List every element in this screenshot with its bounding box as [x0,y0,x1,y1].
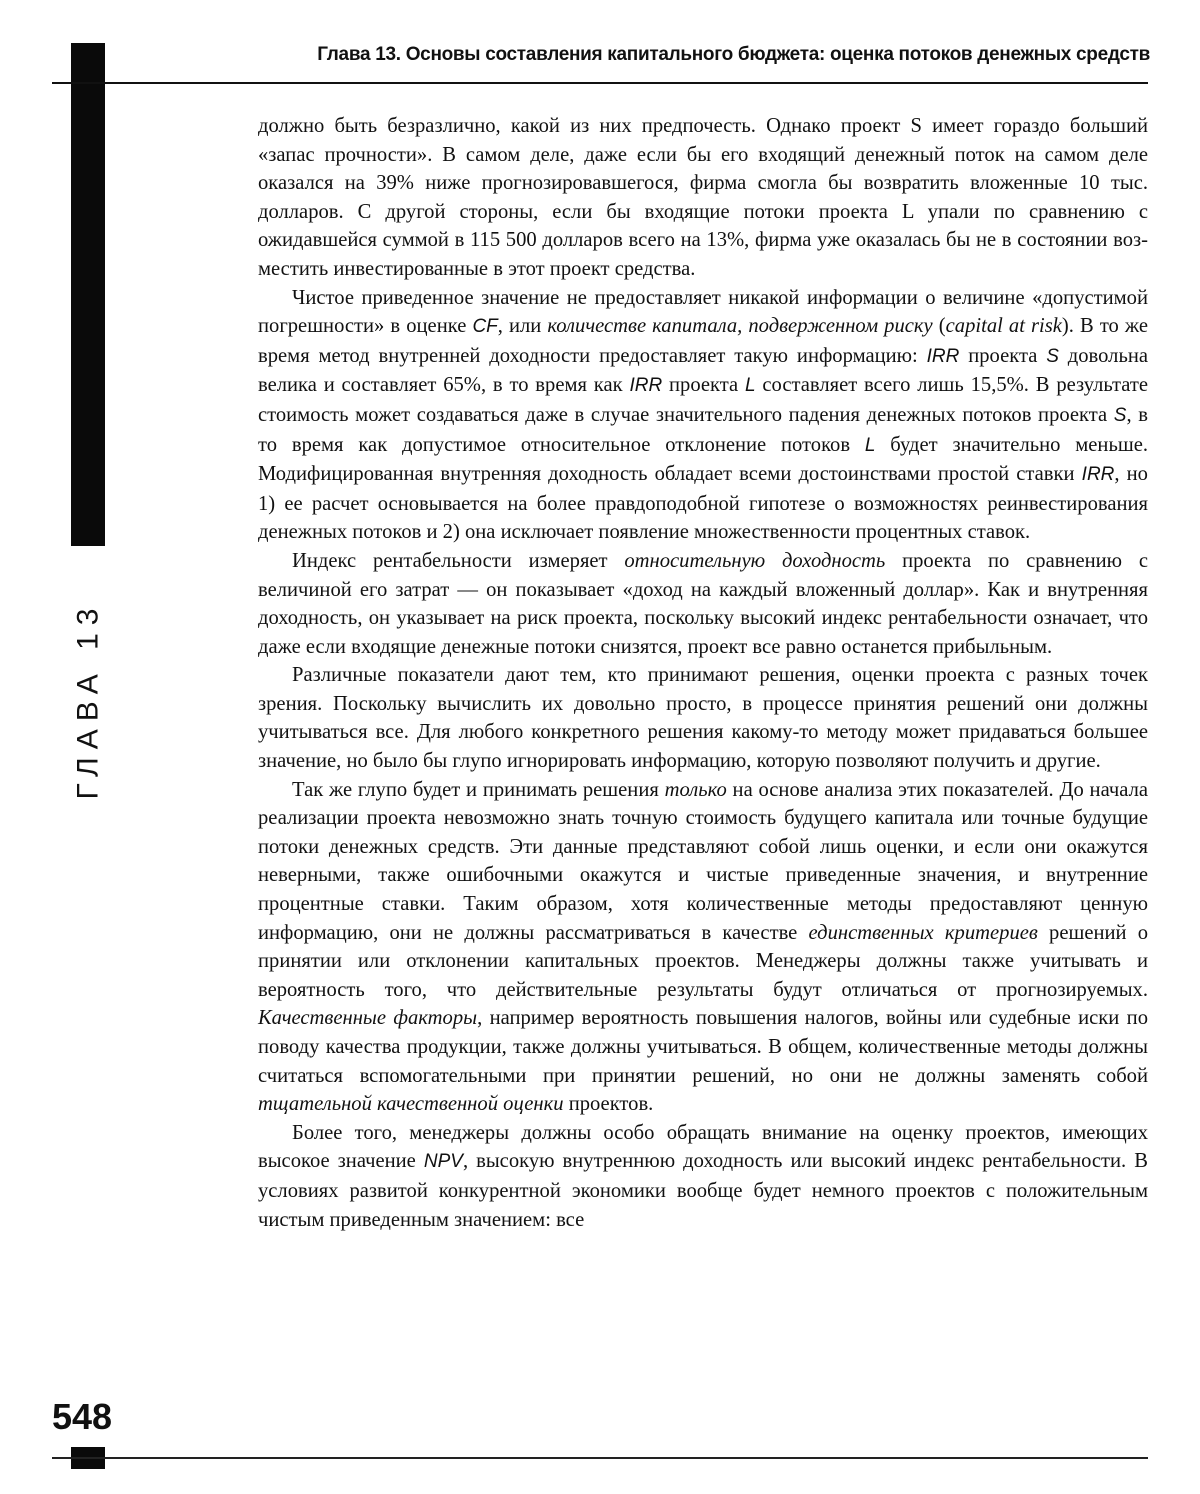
chapter-side-label-text: ГЛАВА 13 [71,600,104,800]
paragraph-2: Чистое приведенное значение не предоставляет никакой информации о величине «допустимой погрешности» в оценке CF, или количестве капитала, подверженном риску (capital at risk). В то же время метод внутренней доходности предоставляет такую информацию: IRR проекта S довольна велика и составляет 65%, в то время как IRR проекта L составляет всего лишь 15,5%. В результате стоимость может создаваться даже в случае значительного падения денежных потоков проекта S, в то время как допустимое относительное отклонение потоков L будет значительно меньше. Модифицированная внутренняя доходность обладает всеми достоинствами простой ставки IRR, но 1) ее расчет основывается на более правдоподобной гипотезе о возможностях реинвестирования денежных потоков и 2) она исключает появление множественности процентных ставок. [258,286,1149,544]
footer-rule [52,1457,1148,1459]
paragraph-5: Так же глупо будет и принимать решения только на основе анализа этих показателей. До начала реализации проекта невозможно знать точную стоимость будущего капитала или точные будущие потоки денежных средств. Эти данные представляют собой лишь оценки, и если они окажутся неверными, также ошибочными окажутся и чистые приведенные значения, и внутренние процентные ставки. Таким образом, хотя количественные методы предоставляют ценную информацию, они не должны рассматриваться в качестве единственных критериев решений о принятии или отклонении капитальных проектов. Менеджеры должны также учитывать и вероятность того, что действительные результаты будут отличаться от прогнозируемых. Качественные факторы, например вероятность повышения налогов, войны или судебные иски по поводу качества продукции, также должны учитываться. В общем, количественные методы должны считаться вспомогательными при принятии решений, но они не должны заменять собой тщательной качественной оценки проектов. [258,778,1149,1116]
body-text [258,112,1148,1234]
paragraph-3: Индекс рентабельности измеряет относительную доходность проекта по сравнению с величиной его затрат — он показывает «доход на каждый вложенный доллар». Как и внутренняя доходность, он указывает на риск проекта, поскольку высокий индекс рентабельности означает, что даже если входящие денежные потоки снизятся, проект все равно останется прибыльным. [258,549,1148,658]
page-number: 548 [52,1396,113,1437]
paragraph-1: должно быть безразлично, какой из них предпочесть. Однако проект S имеет гораздо больший «запас прочности». В самом деле, даже если бы его входящий денежный поток на самом деле оказался на 39% ниже прогнозировавшегося, фирма смогла бы возвратить вложенные 10 тыс. долларов. С другой стороны, если бы входящие потоки проекта L упали по сравнению с ожидавшейся суммой в 115 500 долларов всего на 13%, фирма уже оказалась бы не в состоянии возместить инвестированные в этот проект средства. [258,115,1148,280]
paragraph-6: Более того, менеджеры должны особо обращать внимание на оценку проектов, имеющих высокое значение NPV, высокую внутреннюю доходность или высокий индекс рентабельности. В условиях развитой конкурентной экономики вообще будет немного проектов с положительным чистым приведенным значением: все [258,1121,1148,1231]
chapter-side-label [64,600,112,800]
paragraph-4: Различные показатели дают тем, кто принимают решения, оценки проекта с разных точек зрения. Поскольку вычислить их довольно просто, в процессе принятия решений они должны учитываться все. Для любого конкретного решения какому-то методу может придаваться большее значение, но было бы глупо игнорировать информацию, которую позволяют получить и другие. [258,664,1148,773]
header-rule [52,82,1148,84]
running-header: Глава 13. Основы составления капитального бюджета: оценка потоков денежных средств [317,44,1150,65]
chapter-tab-bar [71,43,105,546]
